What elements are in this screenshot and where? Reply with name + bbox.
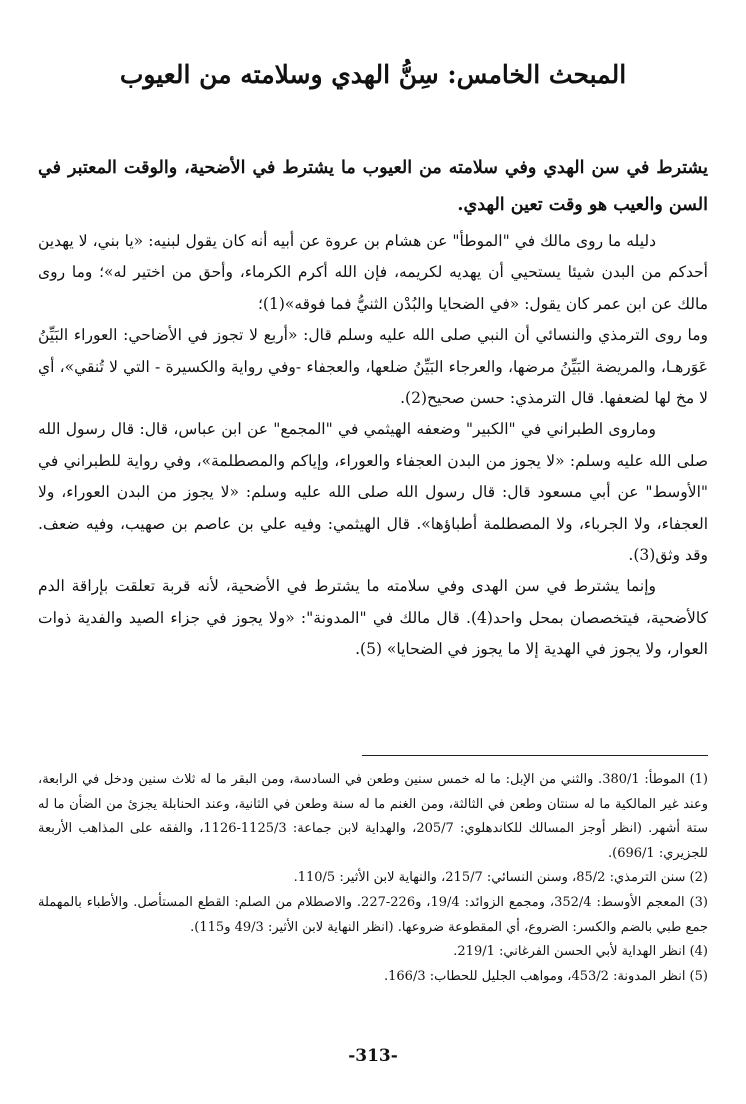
footnote-separator xyxy=(362,755,708,756)
page-number: -313- xyxy=(348,1046,398,1066)
paragraph-evidence-tabarani: وماروى الطبراني في "الكبير" وضعفه الهيثمي في "المجمع" عن ابن عباس، قال: قال رسول الله صلى الله عليه وسلم: «لا يجوز من البدن العجفاء والعوراء، وإياكم والمصطلمة»، وفي رواية للطبراني في "الأوسط" عن أبي مسعود قال: قال رسول الله صلى الله عليه وسلم: «لا يجوز من البدن العوراء، ولا العجفاء، ولا الجرباء، ولا المصطلمة أطباؤها». قال الهيثمي: وفيه علي بن عاصم بن صهيب، وفيه ضعف. وقد وثق(3). xyxy=(38,420,708,565)
paragraph-evidence-malik: دليله ما روى مالك في "الموطأ" عن هشام بن عروة عن أبيه أنه كان يقول لبنيه: «يا بني، لا يهدين أحدكم من البدن شيئا يستحيي أن يهديه لكريمه، فإن الله أكرم الكرماء، وأحق من اختير له»؛ وما روى مالك عن ابن عمر كان يقول: «في الضحايا والبُدْن الثنيُّ فما فوقه»(1)؛ xyxy=(38,232,708,313)
footnote-2: (2) سنن الترمذي: 85/2، وسنن النسائي: 215/7، والنهاية لابن الأثير: 110/5. xyxy=(293,870,708,886)
footnote-1: (1) الموطأ: 380/1. والثني من الإبل: ما له خمس سنين وطعن في السادسة، ومن البقر ما له ثلاث سنين ودخل في الرابعة، وعند غير المالكية ما له سنتان وطعن في الثالثة، ومن الغنم ما له سنة وطعن في الثانية، وعند الحنابلة يجزئ من الضأن ما له ستة أشهر. (انظر أوجز المسالك للكاندهلوي: 205/7، والهداية لابن جماعة: 1125/3-1126، والفقه على المذاهب الأربعة للجزيري: 696/1). xyxy=(38,772,708,861)
body-text xyxy=(38,226,708,666)
lead-ruling: يشترط في سن الهدي وفي سلامته من العيوب ما يشترط في الأضحية، والوقت المعتبر في السن والعيب هو وقت تعين الهدي. xyxy=(38,158,708,215)
paragraph-reasoning: وإنما يشترط في سن الهدى وفي سلامته ما يشترط في الأضحية، لأنه قربة تعلقت بإراقة الدم كالأضحية، فيتخصصان بمحل واحد(4). قال مالك في "المدونة": «ولا يجوز في جزاء الصيد والفدية ذوات العوار، ولا يجوز في الهدية إلا ما يجوز في الضحايا» (5). xyxy=(38,577,708,659)
section-title: المبحث الخامس: سِنُّ الهدي وسلامته من العيوب xyxy=(119,60,627,89)
footnotes xyxy=(38,768,708,989)
footnote-4: (4) انظر الهداية لأبي الحسن الفرغاني: 219/1. xyxy=(453,944,708,960)
document-page xyxy=(38,0,708,1104)
footnote-3: (3) المعجم الأوسط: 352/4، ومجمع الزوائد: 19/4، و226-227. والاصطلام من الصلم: القطع المستأصل. والأطباء بالمهملة جمع طبي بالضم والكسر: الضروع، أي المقطوعة ضروعها. (انظر النهاية لابن الأثير: 49/3 و115). xyxy=(38,894,708,935)
footnote-5: (5) انظر المدونة: 453/2، ومواهب الجليل للحطاب: 166/3. xyxy=(384,968,708,984)
paragraph-evidence-tirmidhi: وما روى الترمذي والنسائي أن النبي صلى الله عليه وسلم قال: «أربع لا تجوز في الأضاحي: العوراء البَيِّنُ عَوَرهـا، والمريضة البَيِّنُ مرضها، والعرجاء البَيِّنُ ضلعها، والعجفاء -وفي رواية والكسيرة - التي لا تُنقي»، أي لا مخ لها لضعفها. قال الترمذي: حسن صحيح(2). xyxy=(38,326,708,408)
